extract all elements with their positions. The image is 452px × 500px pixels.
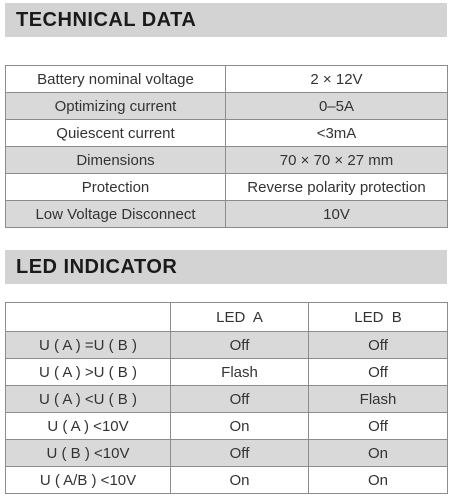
spec-label: Optimizing current — [6, 93, 226, 120]
led-a-state: On — [171, 413, 309, 440]
condition-cell: U ( A ) <10V — [6, 413, 171, 440]
spec-value: 70 × 70 × 27 mm — [226, 147, 448, 174]
spec-value: 2 × 12V — [226, 66, 448, 93]
spec-value: Reverse polarity protection — [226, 174, 448, 201]
condition-cell: U ( A ) <U ( B ) — [6, 386, 171, 413]
spec-label: Protection — [6, 174, 226, 201]
table-row — [6, 467, 448, 494]
spec-value: 10V — [226, 201, 448, 228]
column-header-led-b: LED B — [309, 303, 448, 332]
led-a-state: Off — [171, 440, 309, 467]
table-row — [6, 332, 448, 359]
spec-label: Dimensions — [6, 147, 226, 174]
spec-value: 0–5A — [226, 93, 448, 120]
led-b-state: Off — [309, 359, 448, 386]
condition-cell: U ( A/B ) <10V — [6, 467, 171, 494]
spec-label: Battery nominal voltage — [6, 66, 226, 93]
led-b-state: On — [309, 440, 448, 467]
spec-label: Low Voltage Disconnect — [6, 201, 226, 228]
technical-data-table — [5, 65, 448, 228]
technical-data-header — [5, 3, 447, 37]
led-a-state: On — [171, 467, 309, 494]
led-indicator-header — [5, 250, 447, 284]
led-b-state: On — [309, 467, 448, 494]
led-b-state: Flash — [309, 386, 448, 413]
spec-label: Quiescent current — [6, 120, 226, 147]
table-row — [6, 440, 448, 467]
table-row — [6, 120, 448, 147]
led-a-state: Flash — [171, 359, 309, 386]
table-row — [6, 359, 448, 386]
led-indicator-table — [5, 302, 448, 494]
table-row — [6, 66, 448, 93]
table-row — [6, 147, 448, 174]
condition-cell: U ( A ) >U ( B ) — [6, 359, 171, 386]
condition-cell: U ( B ) <10V — [6, 440, 171, 467]
led-a-state: Off — [171, 386, 309, 413]
technical-data-title: TECHNICAL DATA — [16, 8, 197, 31]
column-header-condition — [6, 303, 171, 332]
table-row — [6, 386, 448, 413]
led-b-state: Off — [309, 413, 448, 440]
led-b-state: Off — [309, 332, 448, 359]
column-header-led-a: LED A — [171, 303, 309, 332]
table-row — [6, 413, 448, 440]
led-a-state: Off — [171, 332, 309, 359]
table-row — [6, 174, 448, 201]
table-header-row — [6, 303, 448, 332]
table-row — [6, 93, 448, 120]
spec-value: <3mA — [226, 120, 448, 147]
led-indicator-title: LED INDICATOR — [16, 255, 178, 278]
condition-cell: U ( A ) =U ( B ) — [6, 332, 171, 359]
table-row — [6, 201, 448, 228]
